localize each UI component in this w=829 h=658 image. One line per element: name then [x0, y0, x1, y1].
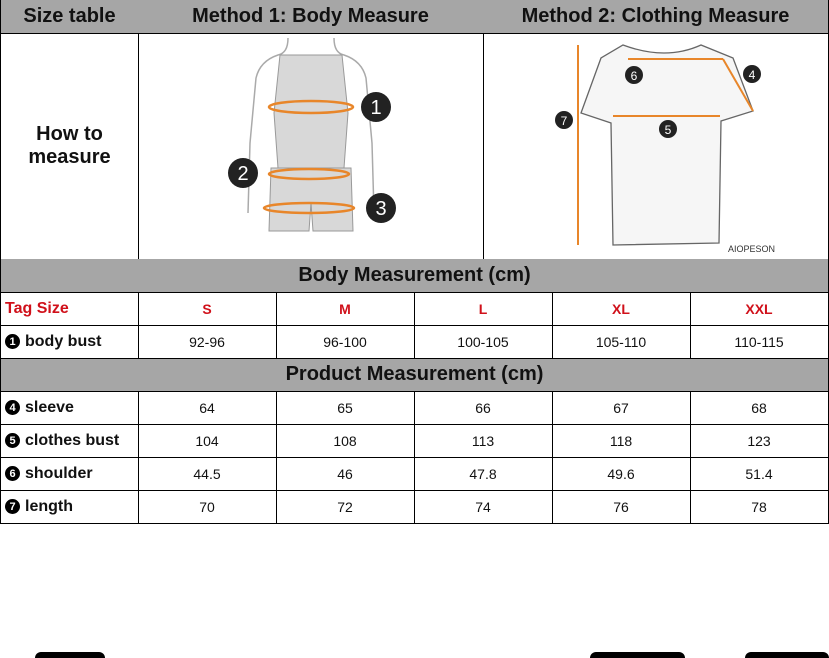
size-header-xxl: XXL: [690, 292, 829, 326]
value-cell: 65: [276, 391, 415, 425]
tag-size-label: Tag Size: [0, 292, 139, 326]
svg-text:4: 4: [748, 68, 756, 82]
row-label-text: sleeve: [25, 398, 74, 416]
value-cell: 66: [414, 391, 553, 425]
row-label: [0, 424, 139, 458]
value-cell: 72: [276, 490, 415, 524]
row-label: [0, 457, 139, 491]
clothing-measure-figure: [483, 33, 829, 260]
svg-text:2: 2: [237, 163, 249, 185]
value-cell: 74: [414, 490, 553, 524]
svg-text:3: 3: [375, 198, 387, 220]
value-cell: 123: [690, 424, 829, 458]
value-cell: 49.6: [552, 457, 691, 491]
row-label-text: clothes bust: [25, 431, 120, 449]
size-header-m: M: [276, 292, 415, 326]
bottom-fragment: [590, 652, 685, 658]
row-label: [0, 391, 139, 425]
size-header-l: L: [414, 292, 553, 326]
header-size-table: Size table: [0, 0, 139, 34]
svg-text:7: 7: [560, 114, 568, 128]
size-header-s: S: [138, 292, 277, 326]
value-cell: 78: [690, 490, 829, 524]
row-label-text: length: [25, 497, 73, 515]
value-cell: 44.5: [138, 457, 277, 491]
bottom-fragment: [745, 652, 829, 658]
value-cell: 70: [138, 490, 277, 524]
bottom-fragment: [35, 652, 105, 658]
svg-text:1: 1: [370, 97, 382, 119]
value-cell: 118: [552, 424, 691, 458]
value-cell: 92-96: [138, 325, 277, 359]
header-method1: Method 1: Body Measure: [138, 0, 484, 34]
value-cell: 96-100: [276, 325, 415, 359]
value-cell: 47.8: [414, 457, 553, 491]
value-cell: 108: [276, 424, 415, 458]
number-badge-icon: 5: [5, 433, 20, 448]
body-illustration: [138, 33, 484, 260]
svg-text:6: 6: [630, 69, 638, 83]
value-cell: 64: [138, 391, 277, 425]
value-cell: 100-105: [414, 325, 553, 359]
value-cell: 51.4: [690, 457, 829, 491]
header-method2: Method 2: Clothing Measure: [483, 0, 829, 34]
row-label-text: body bust: [25, 332, 102, 350]
value-cell: 105-110: [552, 325, 691, 359]
body-measure-figure: [138, 33, 484, 260]
svg-text:5: 5: [664, 123, 672, 137]
value-cell: 104: [138, 424, 277, 458]
number-badge-icon: 1: [5, 334, 20, 349]
number-badge-icon: 6: [5, 466, 20, 481]
body-measurement-title: Body Measurement (cm): [0, 259, 829, 293]
row-label-text: shoulder: [25, 464, 93, 482]
tshirt-illustration: [483, 33, 829, 260]
how-to-measure: How to measure: [0, 33, 139, 260]
brand-logo: AIOPESON: [728, 244, 776, 254]
value-cell: 68: [690, 391, 829, 425]
value-cell: 46: [276, 457, 415, 491]
number-badge-icon: 4: [5, 400, 20, 415]
value-cell: 76: [552, 490, 691, 524]
value-cell: 110-115: [690, 325, 829, 359]
product-measurement-title: Product Measurement (cm): [0, 358, 829, 392]
number-badge-icon: 7: [5, 499, 20, 514]
row-label: [0, 325, 139, 359]
value-cell: 113: [414, 424, 553, 458]
row-label: [0, 490, 139, 524]
size-header-xl: XL: [552, 292, 691, 326]
value-cell: 67: [552, 391, 691, 425]
